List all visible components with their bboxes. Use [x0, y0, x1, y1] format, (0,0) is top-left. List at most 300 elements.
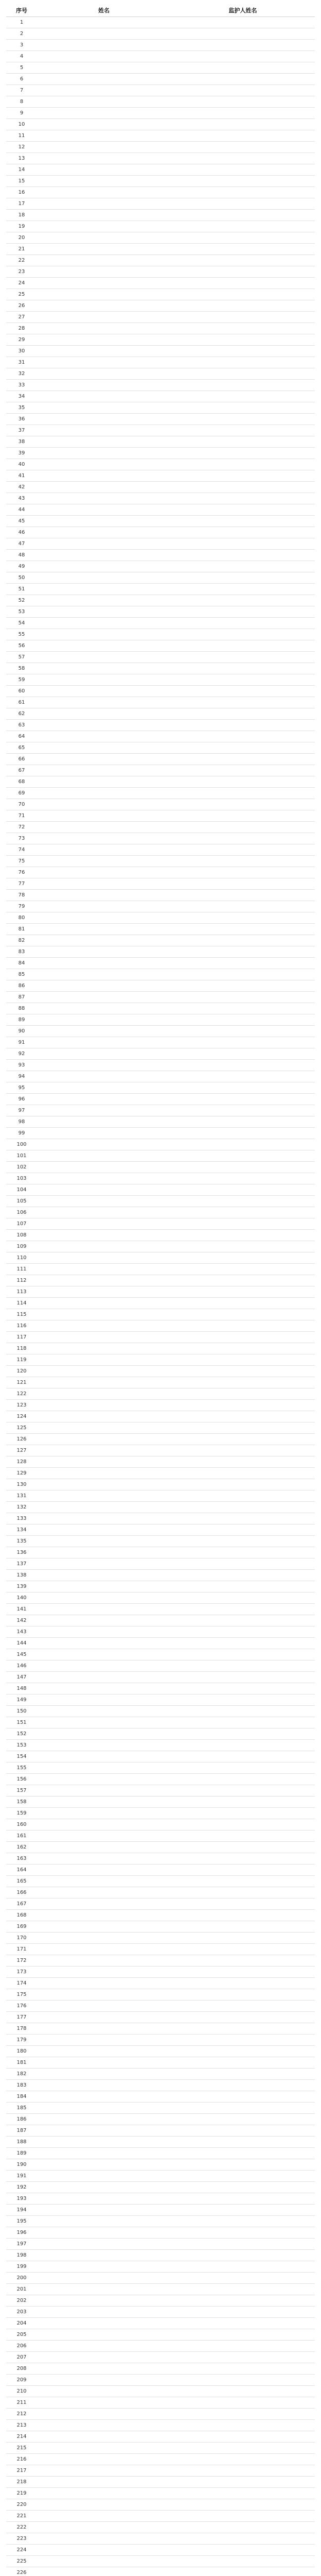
- table-row: [6, 1694, 315, 1706]
- row-index: 213: [6, 2420, 37, 2431]
- row-guardian: [171, 2431, 315, 2443]
- row-index: 181: [6, 2057, 37, 2069]
- row-guardian: [171, 1762, 315, 1774]
- row-guardian: [171, 1740, 315, 1751]
- row-guardian: [171, 2567, 315, 2576]
- row-guardian: [171, 776, 315, 788]
- row-guardian: [171, 1128, 315, 1139]
- row-index: 195: [6, 2216, 37, 2227]
- table-row: [6, 2511, 315, 2522]
- row-index: 75: [6, 856, 37, 867]
- row-name: [37, 1899, 171, 1910]
- table-row: [6, 51, 315, 62]
- row-index: 155: [6, 1762, 37, 1774]
- table-row: [6, 1592, 315, 1604]
- table-row: [6, 2273, 315, 2284]
- row-index: 133: [6, 1513, 37, 1524]
- table-row: [6, 1343, 315, 1354]
- row-guardian: [171, 2182, 315, 2193]
- row-index: 172: [6, 1955, 37, 1967]
- row-index: 86: [6, 980, 37, 992]
- row-name: [37, 62, 171, 74]
- row-index: 164: [6, 1865, 37, 1876]
- row-guardian: [171, 1717, 315, 1728]
- table-row: [6, 1037, 315, 1048]
- row-name: [37, 878, 171, 890]
- table-row: [6, 380, 315, 391]
- header-name: 姓名: [37, 4, 171, 17]
- row-guardian: [171, 810, 315, 822]
- row-guardian: [171, 1842, 315, 1853]
- row-guardian: [171, 1706, 315, 1717]
- table-row: [6, 436, 315, 448]
- table-row: [6, 1865, 315, 1876]
- row-index: 68: [6, 776, 37, 788]
- row-guardian: [171, 17, 315, 28]
- row-guardian: [171, 867, 315, 878]
- row-name: [37, 1490, 171, 1502]
- row-name: [37, 1343, 171, 1354]
- table-row: [6, 368, 315, 380]
- row-name: [37, 1865, 171, 1876]
- row-guardian: [171, 1162, 315, 1173]
- row-index: 60: [6, 686, 37, 697]
- row-guardian: [171, 187, 315, 198]
- row-guardian: [171, 1536, 315, 1547]
- row-index: 120: [6, 1366, 37, 1377]
- row-guardian: [171, 2114, 315, 2125]
- row-index: 123: [6, 1400, 37, 1411]
- row-index: 183: [6, 2080, 37, 2091]
- row-name: [37, 1468, 171, 1479]
- row-index: 147: [6, 1672, 37, 1683]
- row-name: [37, 1842, 171, 1853]
- table-row: [6, 504, 315, 516]
- row-guardian: [171, 1797, 315, 1808]
- table-row: [6, 527, 315, 538]
- row-index: 7: [6, 85, 37, 96]
- row-index: 46: [6, 527, 37, 538]
- row-guardian: [171, 720, 315, 731]
- row-index: 13: [6, 153, 37, 164]
- row-name: [37, 1377, 171, 1388]
- table-row: [6, 1309, 315, 1320]
- row-name: [37, 1649, 171, 1660]
- row-name: [37, 1762, 171, 1774]
- row-name: [37, 1026, 171, 1037]
- row-name: [37, 2182, 171, 2193]
- row-index: 31: [6, 357, 37, 368]
- row-index: 41: [6, 470, 37, 482]
- row-index: 177: [6, 2012, 37, 2023]
- row-name: [37, 1570, 171, 1581]
- row-guardian: [171, 1967, 315, 1978]
- row-index: 69: [6, 788, 37, 799]
- row-guardian: [171, 85, 315, 96]
- row-name: [37, 935, 171, 946]
- row-index: 174: [6, 1978, 37, 1989]
- row-index: 116: [6, 1320, 37, 1332]
- row-guardian: [171, 1286, 315, 1298]
- row-name: [37, 1502, 171, 1513]
- row-name: [37, 992, 171, 1003]
- table-row: [6, 2261, 315, 2273]
- table-row: [6, 1989, 315, 2001]
- row-name: [37, 2329, 171, 2341]
- row-index: 197: [6, 2239, 37, 2250]
- row-name: [37, 357, 171, 368]
- row-guardian: [171, 1728, 315, 1740]
- row-name: [37, 969, 171, 980]
- row-guardian: [171, 2216, 315, 2227]
- row-guardian: [171, 1831, 315, 1842]
- table-row: [6, 788, 315, 799]
- table-row: [6, 1797, 315, 1808]
- row-name: [37, 300, 171, 312]
- row-guardian: [171, 652, 315, 663]
- table-row: [6, 856, 315, 867]
- row-name: [37, 550, 171, 561]
- row-name: [37, 1513, 171, 1524]
- row-guardian: [171, 1422, 315, 1434]
- table-row: [6, 754, 315, 765]
- row-index: 211: [6, 2397, 37, 2409]
- row-index: 1: [6, 17, 37, 28]
- row-guardian: [171, 1309, 315, 1320]
- row-name: [37, 2556, 171, 2567]
- row-index: 188: [6, 2137, 37, 2148]
- row-guardian: [171, 1445, 315, 1456]
- table-row: [6, 2227, 315, 2239]
- row-guardian: [171, 402, 315, 414]
- row-index: 168: [6, 1910, 37, 1921]
- row-name: [37, 1479, 171, 1490]
- table-row: [6, 153, 315, 164]
- row-index: 200: [6, 2273, 37, 2284]
- row-name: [37, 1626, 171, 1638]
- row-name: [37, 1116, 171, 1128]
- row-index: 217: [6, 2465, 37, 2477]
- row-guardian: [171, 2533, 315, 2545]
- row-index: 57: [6, 652, 37, 663]
- row-guardian: [171, 2318, 315, 2329]
- row-index: 66: [6, 754, 37, 765]
- row-index: 122: [6, 1388, 37, 1400]
- row-index: 216: [6, 2454, 37, 2465]
- row-index: 161: [6, 1831, 37, 1842]
- row-name: [37, 1581, 171, 1592]
- row-index: 193: [6, 2193, 37, 2205]
- table-row: [6, 96, 315, 108]
- row-index: 207: [6, 2352, 37, 2363]
- table-row: [6, 2431, 315, 2443]
- table-row: [6, 459, 315, 470]
- row-name: [37, 1887, 171, 1899]
- row-name: [37, 1921, 171, 1933]
- row-name: [37, 244, 171, 255]
- row-index: 142: [6, 1615, 37, 1626]
- row-index: 97: [6, 1105, 37, 1116]
- row-index: 104: [6, 1184, 37, 1196]
- table-row: [6, 1899, 315, 1910]
- table-row: [6, 912, 315, 924]
- row-name: [37, 1037, 171, 1048]
- row-guardian: [171, 2488, 315, 2499]
- row-guardian: [171, 1683, 315, 1694]
- row-guardian: [171, 1003, 315, 1014]
- row-guardian: [171, 1400, 315, 1411]
- row-name: [37, 1230, 171, 1241]
- row-guardian: [171, 2159, 315, 2171]
- row-name: [37, 731, 171, 742]
- row-guardian: [171, 1955, 315, 1967]
- row-guardian: [171, 1082, 315, 1094]
- row-name: [37, 1683, 171, 1694]
- row-guardian: [171, 210, 315, 221]
- table-row: [6, 935, 315, 946]
- row-name: [37, 2273, 171, 2284]
- row-guardian: [171, 1865, 315, 1876]
- row-guardian: [171, 1570, 315, 1581]
- table-row: [6, 1196, 315, 1207]
- row-index: 190: [6, 2159, 37, 2171]
- table-row: [6, 1672, 315, 1683]
- table-row: [6, 1706, 315, 1717]
- row-index: 171: [6, 1944, 37, 1955]
- row-name: [37, 221, 171, 232]
- table-row: [6, 1184, 315, 1196]
- table-row: [6, 62, 315, 74]
- table-row: [6, 516, 315, 527]
- row-name: [37, 108, 171, 119]
- row-guardian: [171, 2465, 315, 2477]
- row-name: [37, 2363, 171, 2375]
- row-index: 58: [6, 663, 37, 674]
- row-index: 77: [6, 878, 37, 890]
- row-name: [37, 2420, 171, 2431]
- row-guardian: [171, 1218, 315, 1230]
- row-guardian: [171, 1513, 315, 1524]
- row-name: [37, 1105, 171, 1116]
- table-row: [6, 1332, 315, 1343]
- row-index: 28: [6, 323, 37, 334]
- table-row: [6, 1513, 315, 1524]
- row-name: [37, 28, 171, 40]
- row-guardian: [171, 346, 315, 357]
- row-name: [37, 2307, 171, 2318]
- table-row: [6, 946, 315, 958]
- row-index: 49: [6, 561, 37, 572]
- row-guardian: [171, 799, 315, 810]
- table-row: [6, 1094, 315, 1105]
- row-name: [37, 663, 171, 674]
- row-index: 105: [6, 1196, 37, 1207]
- row-name: [37, 1060, 171, 1071]
- table-row: [6, 1048, 315, 1060]
- row-index: 55: [6, 629, 37, 640]
- table-row: [6, 1468, 315, 1479]
- row-index: 3: [6, 40, 37, 51]
- row-index: 206: [6, 2341, 37, 2352]
- row-name: [37, 2499, 171, 2511]
- row-name: [37, 2057, 171, 2069]
- row-index: 44: [6, 504, 37, 516]
- row-guardian: [171, 164, 315, 176]
- row-name: [37, 1014, 171, 1026]
- row-index: 17: [6, 198, 37, 210]
- row-index: 154: [6, 1751, 37, 1762]
- row-index: 45: [6, 516, 37, 527]
- row-index: 100: [6, 1139, 37, 1150]
- row-index: 143: [6, 1626, 37, 1638]
- table-row: [6, 731, 315, 742]
- row-index: 196: [6, 2227, 37, 2239]
- row-guardian: [171, 1196, 315, 1207]
- table-row: [6, 697, 315, 708]
- row-index: 113: [6, 1286, 37, 1298]
- row-name: [37, 901, 171, 912]
- row-index: 163: [6, 1853, 37, 1865]
- row-name: [37, 1456, 171, 1468]
- table-row: [6, 1524, 315, 1536]
- row-guardian: [171, 1660, 315, 1672]
- row-index: 36: [6, 414, 37, 425]
- row-name: [37, 436, 171, 448]
- row-name: [37, 1694, 171, 1706]
- row-name: [37, 561, 171, 572]
- row-name: [37, 856, 171, 867]
- row-name: [37, 980, 171, 992]
- row-guardian: [171, 459, 315, 470]
- table-row: [6, 584, 315, 595]
- table-row: [6, 1377, 315, 1388]
- row-index: 78: [6, 890, 37, 901]
- row-guardian: [171, 2511, 315, 2522]
- row-index: 115: [6, 1309, 37, 1320]
- row-name: [37, 1547, 171, 1558]
- row-index: 185: [6, 2103, 37, 2114]
- row-index: 221: [6, 2511, 37, 2522]
- table-row: [6, 142, 315, 153]
- row-index: 149: [6, 1694, 37, 1706]
- row-index: 22: [6, 255, 37, 266]
- row-index: 50: [6, 572, 37, 584]
- row-index: 173: [6, 1967, 37, 1978]
- table-row: [6, 2295, 315, 2307]
- row-index: 19: [6, 221, 37, 232]
- row-guardian: [171, 561, 315, 572]
- row-index: 148: [6, 1683, 37, 1694]
- table-row: [6, 2239, 315, 2250]
- table-row: [6, 1400, 315, 1411]
- row-name: [37, 1354, 171, 1366]
- row-guardian: [171, 1116, 315, 1128]
- row-name: [37, 572, 171, 584]
- row-name: [37, 2409, 171, 2420]
- row-name: [37, 1728, 171, 1740]
- row-index: 5: [6, 62, 37, 74]
- table-row: [6, 1207, 315, 1218]
- row-name: [37, 176, 171, 187]
- table-row: [6, 629, 315, 640]
- table-row: [6, 776, 315, 788]
- row-name: [37, 1638, 171, 1649]
- row-guardian: [171, 2205, 315, 2216]
- row-index: 201: [6, 2284, 37, 2295]
- row-name: [37, 2443, 171, 2454]
- row-index: 125: [6, 1422, 37, 1434]
- row-name: [37, 1660, 171, 1672]
- row-guardian: [171, 1456, 315, 1468]
- table-row: [6, 765, 315, 776]
- row-index: 72: [6, 822, 37, 833]
- table-row: [6, 1128, 315, 1139]
- row-index: 59: [6, 674, 37, 686]
- table-row: [6, 1366, 315, 1377]
- row-name: [37, 1434, 171, 1445]
- row-index: 65: [6, 742, 37, 754]
- row-guardian: [171, 1933, 315, 1944]
- row-name: [37, 2001, 171, 2012]
- table-row: [6, 1116, 315, 1128]
- row-name: [37, 1422, 171, 1434]
- table-row: [6, 1910, 315, 1921]
- table-row: [6, 2556, 315, 2567]
- row-index: 48: [6, 550, 37, 561]
- row-name: [37, 1717, 171, 1728]
- row-index: 106: [6, 1207, 37, 1218]
- row-index: 90: [6, 1026, 37, 1037]
- row-guardian: [171, 2001, 315, 2012]
- table-row: [6, 1933, 315, 1944]
- table-row: [6, 901, 315, 912]
- row-guardian: [171, 2556, 315, 2567]
- row-name: [37, 232, 171, 244]
- row-guardian: [171, 538, 315, 550]
- row-index: 137: [6, 1558, 37, 1570]
- row-index: 51: [6, 584, 37, 595]
- row-guardian: [171, 1649, 315, 1660]
- row-guardian: [171, 391, 315, 402]
- row-name: [37, 1286, 171, 1298]
- table-row: [6, 2545, 315, 2556]
- row-name: [37, 2284, 171, 2295]
- row-guardian: [171, 2341, 315, 2352]
- table-row: [6, 1218, 315, 1230]
- row-guardian: [171, 708, 315, 720]
- table-row: [6, 1422, 315, 1434]
- row-guardian: [171, 119, 315, 130]
- row-name: [37, 1173, 171, 1184]
- table-row: [6, 255, 315, 266]
- table-row: [6, 40, 315, 51]
- row-index: 54: [6, 618, 37, 629]
- row-name: [37, 17, 171, 28]
- table-row: [6, 980, 315, 992]
- table-row: [6, 1286, 315, 1298]
- row-name: [37, 51, 171, 62]
- row-index: 170: [6, 1933, 37, 1944]
- row-name: [37, 1933, 171, 1944]
- row-guardian: [171, 1785, 315, 1797]
- table-row: [6, 686, 315, 697]
- row-guardian: [171, 1604, 315, 1615]
- row-guardian: [171, 62, 315, 74]
- table-row: [6, 1252, 315, 1264]
- row-name: [37, 1411, 171, 1422]
- row-name: [37, 890, 171, 901]
- row-index: 21: [6, 244, 37, 255]
